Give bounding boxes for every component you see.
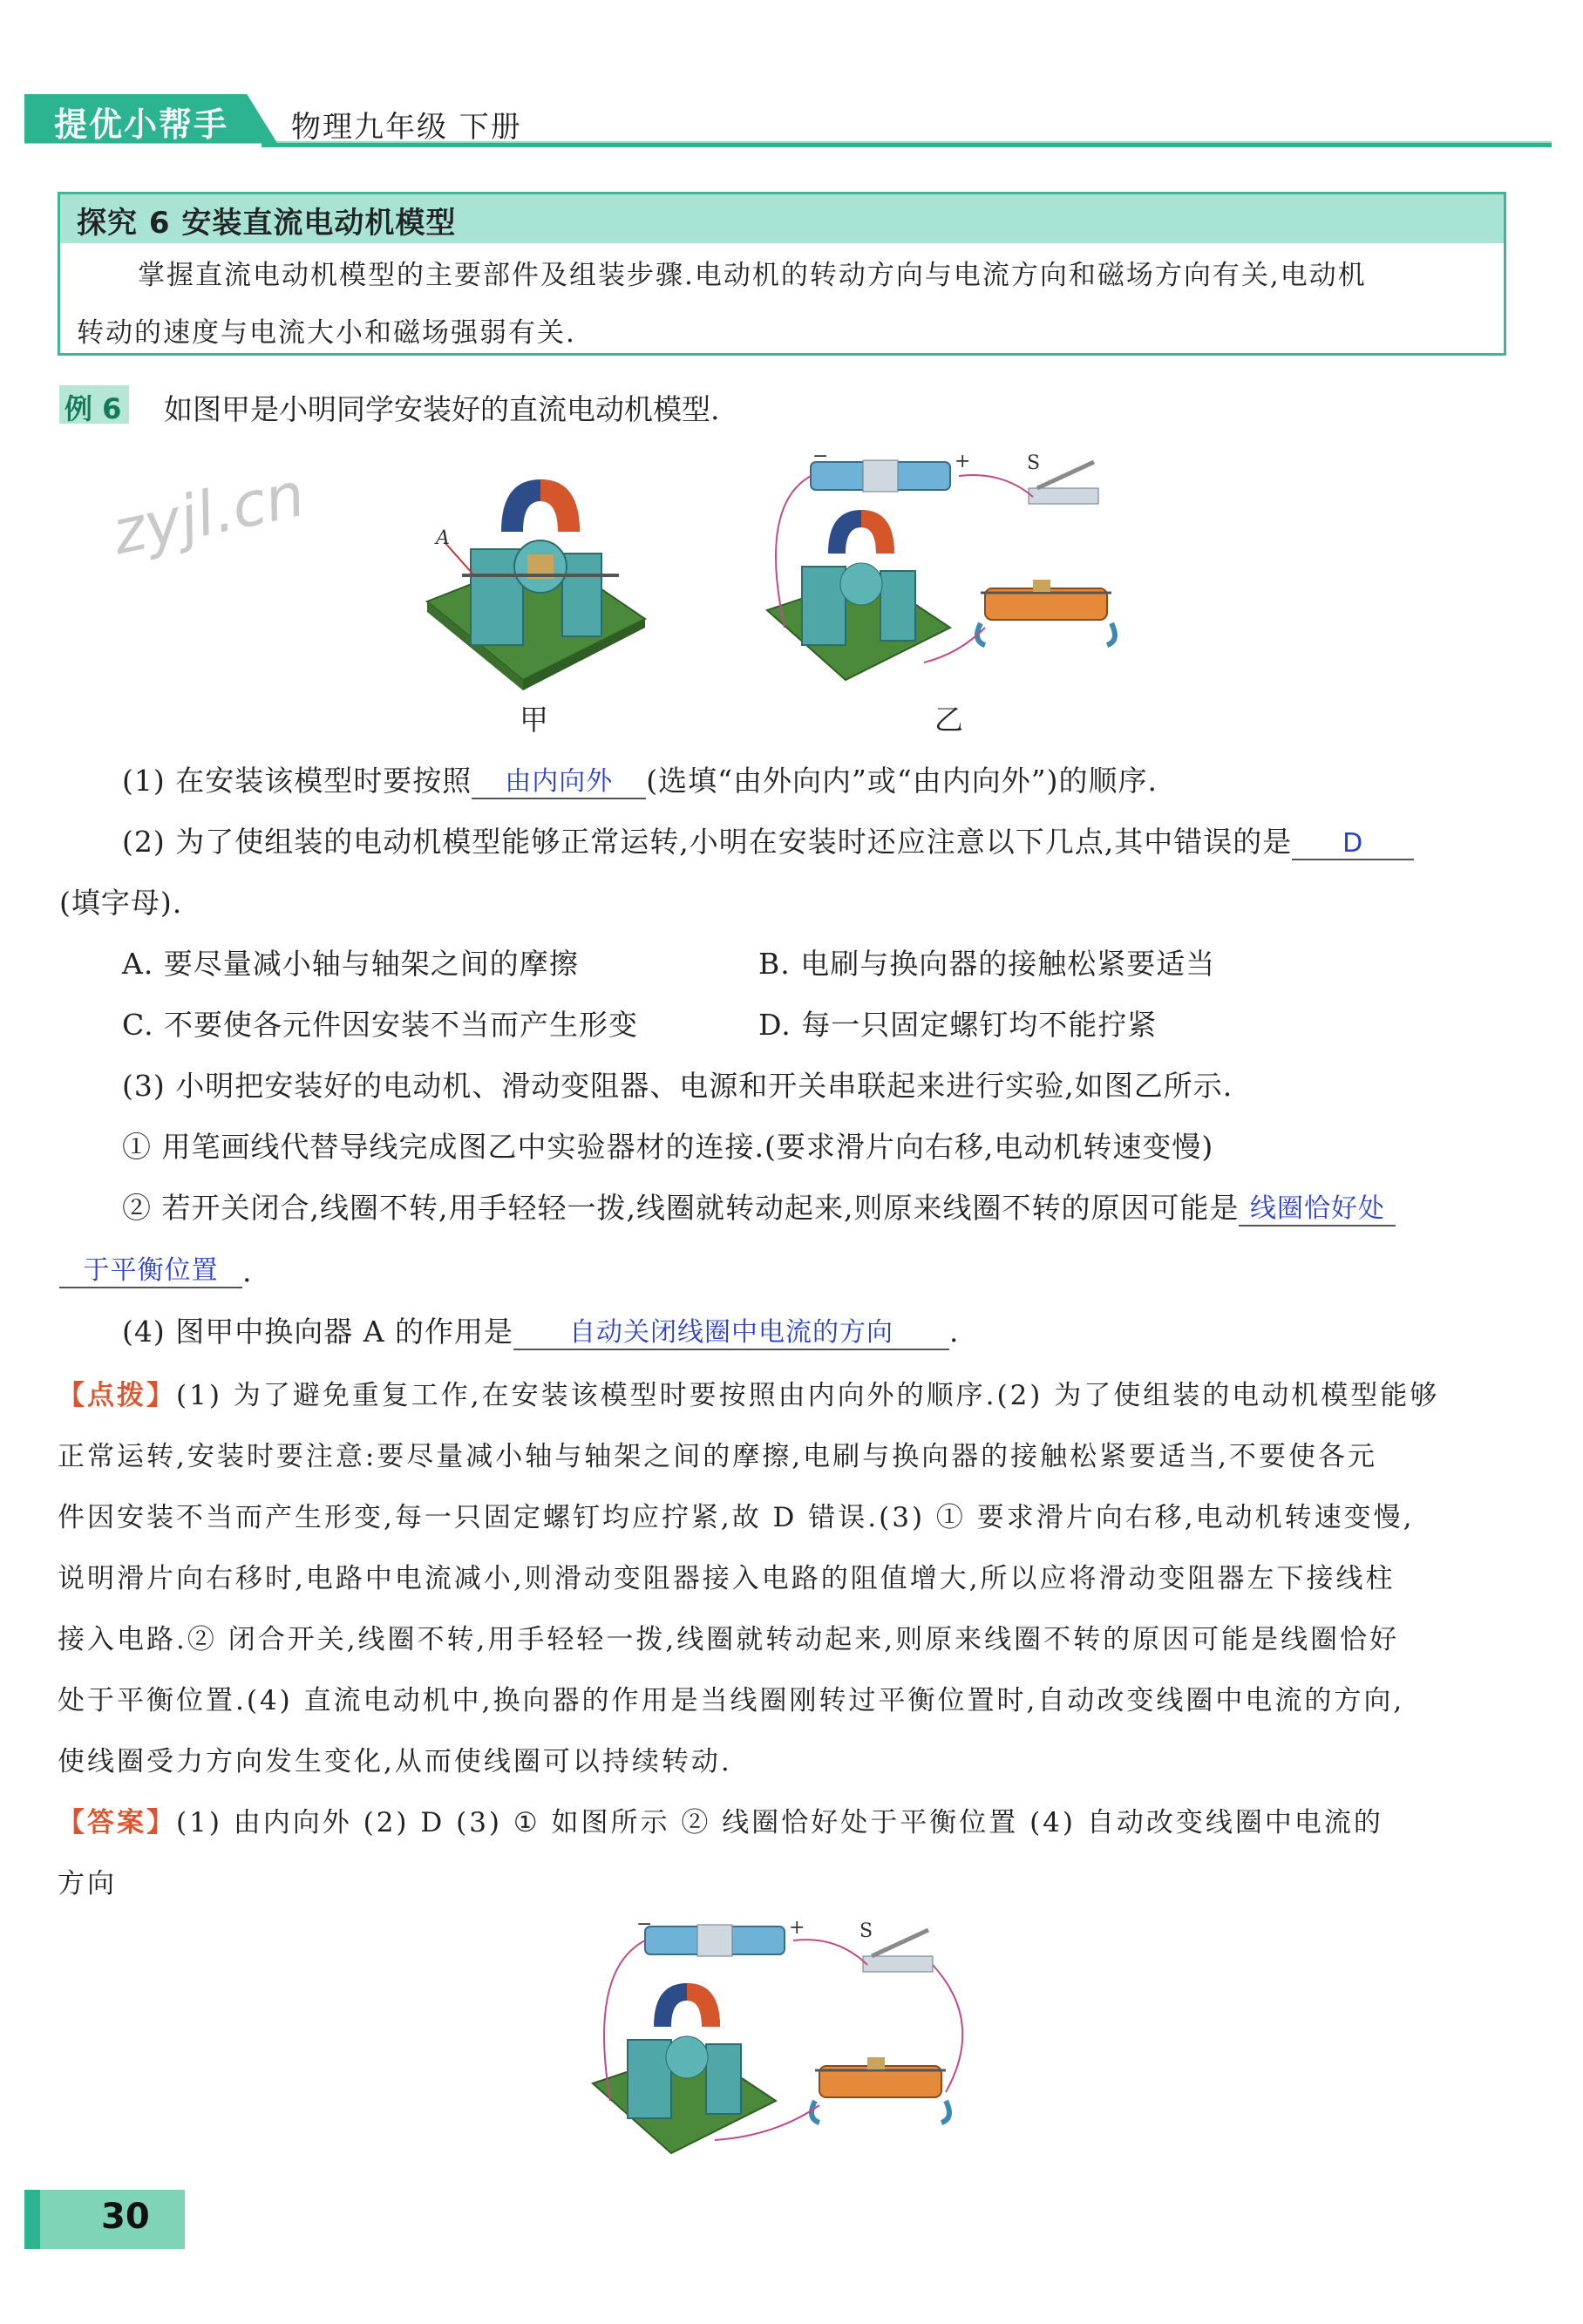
answer-figure-circuit bbox=[584, 1918, 985, 2179]
hint-line-6: 处于平衡位置.(4) 直流电动机中,换向器的作用是当线圈刚转过平衡位置时,自动改变线圈中电流的方向, bbox=[58, 1685, 1405, 1716]
hint-line-5: 接入电路.② 闭合开关,线圈不转,用手轻轻一拨,线圈就转动起来,则原来线圈不转的原因可能是线圈恰好 bbox=[58, 1624, 1400, 1655]
option-a: A. 要尽量减小轴与轴架之间的摩擦 bbox=[122, 947, 579, 981]
hint-line-4: 说明滑片向右移时,电路中电流减小,则滑动变阻器接入电路的阻值增大,所以应将滑动变阻器左下接线柱 bbox=[58, 1563, 1396, 1594]
option-c: C. 不要使各元件因安装不当而产生形变 bbox=[122, 1008, 639, 1042]
option-b: B. 电刷与换向器的接触松紧要适当 bbox=[758, 947, 1216, 981]
question-3-sub2: ② 若开关闭合,线圈不转,用手轻轻一拨,线圈就转动起来,则原来线圈不转的原因可能是 线圈恰好处 bbox=[122, 1186, 1396, 1227]
figure-yi-caption: 乙 bbox=[934, 703, 964, 737]
figure-yi-circuit bbox=[758, 453, 1142, 715]
hint-line-2: 正常运转,安装时要注意:要尽量减小轴与轴架之间的摩擦,电刷与换向器的接触松紧要适当,不要使各元 bbox=[58, 1441, 1378, 1472]
question-3-sub2-line2: 于平衡位置 . bbox=[59, 1248, 253, 1288]
explore-text-line2: 转动的速度与电流大小和磁场强弱有关. bbox=[77, 317, 576, 349]
header-subject: 物理九年级 下册 bbox=[291, 110, 522, 145]
question-3: (3) 小明把安装好的电动机、滑动变阻器、电源和开关串联起来进行实验,如图乙所示. bbox=[122, 1069, 1233, 1103]
answer-q3-part2: 于平衡位置 bbox=[83, 1255, 219, 1286]
answer-q2: D bbox=[1342, 828, 1364, 859]
hint-block bbox=[58, 1365, 1505, 1792]
svg-text:S: S bbox=[859, 1920, 873, 1942]
answer-q4: 自动关闭线圈中电流的方向 bbox=[569, 1317, 894, 1348]
header-brand: 提优小帮手 bbox=[54, 105, 229, 144]
svg-text:−: − bbox=[812, 453, 829, 467]
figure-jia-caption: 甲 bbox=[520, 703, 549, 737]
answer-block bbox=[58, 1792, 1505, 1914]
question-2: (2) 为了使组装的电动机模型能够正常运转,小明在安装时还应注意以下几点,其中错误的是 D bbox=[122, 819, 1414, 860]
example-label: 例 6 bbox=[65, 392, 122, 425]
hint-line-1: 【点拨】(1) 为了避免重复工作,在安装该模型时要按照由内向外的顺序.(2) 为了使组装的电动机模型能够 bbox=[58, 1380, 1440, 1411]
answer-line-1: 【答案】(1) 由内向外 (2) D (3) ① 如图所示 ② 线圈恰好处于平衡位置 (4) 自动改变线圈中电流的 bbox=[58, 1807, 1383, 1838]
option-d: D. 每一只固定螺钉均不能拧紧 bbox=[758, 1008, 1158, 1042]
question-3-sub1: ① 用笔画线代替导线完成图乙中实验器材的连接.(要求滑片向右移,电动机转速变慢) bbox=[122, 1130, 1214, 1164]
question-4: (4) 图甲中换向器 A 的作用是 自动关闭线圈中电流的方向 . bbox=[122, 1309, 960, 1350]
figure-jia-label-a: A bbox=[436, 527, 450, 549]
question-1: (1) 在安装该模型时要按照 由内向外 (选填“由外向内”或“由内向外”)的顺序. bbox=[122, 758, 1158, 799]
watermark-text: zyjl.cn bbox=[105, 458, 311, 569]
explore-text-line1: 掌握直流电动机模型的主要部件及组装步骤.电动机的转动方向与电流方向和磁场方向有关,电动机 bbox=[138, 260, 1367, 291]
hint-line-3: 件因安装不当而产生形变,每一只固定螺钉均应拧紧,故 D 错误.(3) ① 要求滑片向右移,电动机转速变慢, bbox=[58, 1502, 1415, 1533]
figure-jia-motor bbox=[418, 471, 680, 697]
answer-q1: 由内向外 bbox=[505, 766, 614, 797]
svg-text:S: S bbox=[1027, 453, 1041, 474]
svg-text:+: + bbox=[789, 1918, 805, 1939]
answer-q3-part1: 线圈恰好处 bbox=[1249, 1193, 1385, 1224]
svg-text:+: + bbox=[955, 453, 971, 472]
explore-title: 探究 6 安装直流电动机模型 bbox=[77, 206, 457, 241]
answer-tag: 【答案】 bbox=[58, 1807, 176, 1838]
hint-line-7: 使线圈受力方向发生变化,从而使线圈可以持续转动. bbox=[58, 1746, 732, 1777]
example-stem: 如图甲是小明同学安装好的直流电动机模型. bbox=[164, 392, 720, 426]
page-number: 30 bbox=[101, 2197, 150, 2237]
hint-tag: 【点拨】 bbox=[58, 1380, 176, 1411]
answer-line-2: 方向 bbox=[58, 1868, 117, 1899]
question-2-line2: (填字母). bbox=[59, 886, 183, 920]
page-number-bar bbox=[24, 2190, 40, 2249]
svg-text:−: − bbox=[636, 1918, 653, 1935]
